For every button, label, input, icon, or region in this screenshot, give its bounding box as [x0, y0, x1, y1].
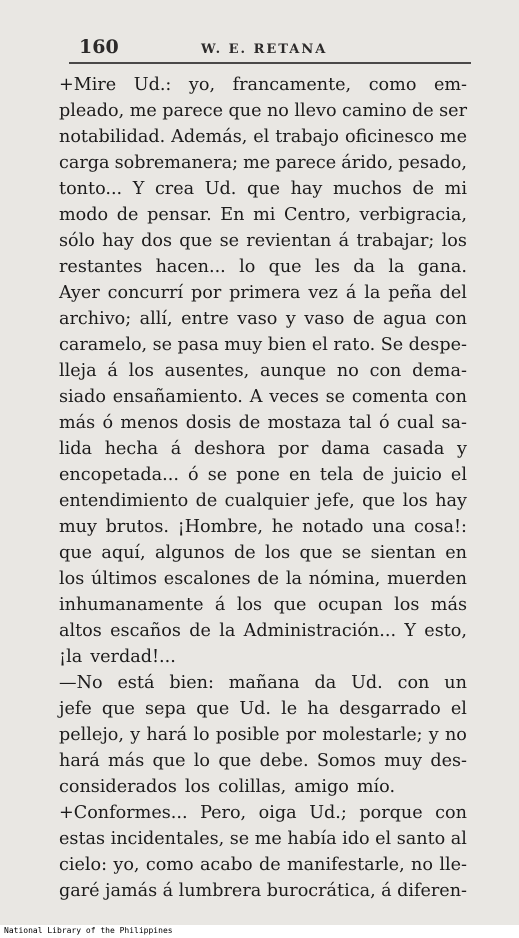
word: se [152, 335, 173, 355]
word: en [445, 543, 467, 563]
text-line [59, 748, 467, 774]
word: crea [154, 179, 195, 199]
word: ó [102, 413, 114, 433]
word: se [341, 543, 362, 563]
header-rule [69, 62, 471, 64]
word: mi [444, 179, 467, 199]
word: lida [59, 439, 93, 459]
word: francamente, [232, 75, 352, 95]
word: Ud.; [309, 803, 347, 823]
text-line [59, 670, 467, 696]
word: diferen- [397, 881, 467, 901]
word: verbigracia, [359, 205, 467, 225]
word: revientan [246, 231, 332, 251]
word: yo, [188, 75, 216, 95]
word: Somos [316, 751, 376, 771]
word: posible [215, 725, 280, 745]
word: Ud. [204, 179, 237, 199]
word: hacen... [155, 257, 226, 277]
word: Se [380, 335, 404, 355]
word: de [412, 101, 434, 121]
word: de [116, 205, 139, 225]
word: que [196, 699, 230, 719]
word: me [439, 127, 467, 147]
word: Y [404, 621, 416, 641]
word: ser [439, 101, 467, 121]
word: encopetada... [59, 465, 179, 485]
word: que [152, 751, 186, 771]
text-line [59, 566, 467, 592]
word: el [450, 465, 467, 485]
page-header [56, 30, 471, 64]
word: lumbrera [178, 881, 262, 901]
word: siado [59, 387, 106, 407]
word: da [353, 257, 376, 277]
word: de [233, 543, 256, 563]
word: Administración... [243, 621, 397, 641]
text-line [59, 618, 467, 644]
word: cualquier [224, 491, 309, 511]
word: se [325, 387, 346, 407]
word: des- [430, 751, 467, 771]
word: cosa!: [414, 517, 467, 537]
word: los [236, 595, 263, 615]
word: con [435, 803, 467, 823]
word: algunos [154, 543, 225, 563]
word: que [246, 179, 280, 199]
text-line [59, 462, 467, 488]
word: jamás [105, 881, 158, 901]
word: mi [253, 205, 276, 225]
word: casada [382, 439, 445, 459]
word: me [129, 101, 157, 121]
word: acabo [199, 855, 253, 875]
word: llevo [294, 101, 337, 121]
word: gana. [417, 257, 467, 277]
word: los [264, 543, 291, 563]
word: hará [146, 725, 188, 745]
word: verdad!... [90, 647, 176, 667]
word: dosis [185, 413, 232, 433]
word: más [108, 751, 145, 771]
word: muy [384, 751, 423, 771]
word: yo, [113, 855, 140, 875]
word: hecha [104, 439, 159, 459]
word: había [287, 829, 337, 849]
word: me [243, 153, 271, 173]
word: bien [267, 335, 307, 355]
word: ó [378, 413, 390, 433]
word: que [268, 257, 302, 277]
word: aunque [260, 361, 327, 381]
word: dos [141, 231, 173, 251]
word: ocupan [317, 595, 383, 615]
word: hay [290, 179, 323, 199]
word: da [314, 673, 337, 693]
text-line [59, 280, 467, 306]
word: porque [359, 803, 423, 823]
word: Ud.: [133, 75, 172, 95]
word: mío. [356, 777, 396, 797]
word: los [184, 777, 211, 797]
word: por [190, 283, 222, 303]
word: por [278, 439, 309, 459]
word: notabilidad. [59, 127, 166, 147]
word: de [195, 491, 218, 511]
text-line [59, 72, 467, 98]
word: caramelo, [59, 335, 148, 355]
text-line [59, 592, 467, 618]
word: burocrática, [266, 881, 376, 901]
word: cielo: [59, 855, 108, 875]
word: al [450, 829, 467, 849]
word: se [207, 465, 228, 485]
word: el [450, 699, 467, 719]
word: +Conformes... [59, 803, 188, 823]
word: pensar. [147, 205, 212, 225]
word: más [59, 413, 96, 433]
word: hay [102, 231, 134, 251]
word: modo [59, 205, 109, 225]
word: ausentes, [164, 361, 250, 381]
word: á [170, 439, 182, 459]
word: no [266, 101, 289, 121]
word: que [299, 543, 333, 563]
word: lo [193, 751, 211, 771]
word: hará [59, 751, 100, 771]
word: de [352, 309, 375, 329]
word: muerden [387, 569, 467, 589]
word: vez [308, 283, 338, 303]
text-line [59, 254, 467, 280]
word: mañana [228, 673, 300, 693]
word: pellejo, [59, 725, 124, 745]
word: sientan [370, 543, 436, 563]
text-line [59, 176, 467, 202]
word: molestarle; [322, 725, 423, 745]
footer-credit: National Library of the Philippines [4, 926, 173, 935]
word: lo [193, 725, 210, 745]
word: oiga [258, 803, 297, 823]
word: menos [120, 413, 179, 433]
text-line [59, 306, 467, 332]
word: considerados [59, 777, 177, 797]
word: incidentales, [110, 829, 225, 849]
word: como [368, 75, 417, 95]
word: á [107, 361, 118, 381]
word: esto, [424, 621, 467, 641]
word: ¡la [59, 647, 83, 667]
word: con [397, 673, 430, 693]
text-line [59, 228, 467, 254]
word: está [117, 673, 155, 693]
word: muy [224, 335, 263, 355]
word: á [345, 283, 357, 303]
word: Y [132, 179, 145, 199]
word: primera [229, 283, 301, 303]
text-line [59, 514, 467, 540]
word: juicio [393, 465, 442, 485]
word: de [412, 179, 435, 199]
word: pesado, [398, 153, 467, 173]
word: archivo; [59, 309, 132, 329]
word: trabajo [275, 127, 340, 147]
word: del [439, 283, 467, 303]
word: altos [59, 621, 102, 641]
word: A [249, 387, 263, 407]
word: veces [269, 387, 319, 407]
word: nómina, [308, 569, 381, 589]
word: ensañamiento. [112, 387, 243, 407]
word: estas [59, 829, 106, 849]
word: los [394, 595, 420, 615]
word: ¡Hombre, [177, 517, 264, 537]
word: vaso [237, 309, 278, 329]
word: parece [275, 153, 337, 173]
running-head: W. E. RETANA [201, 42, 328, 57]
word: que [101, 699, 135, 719]
word: peña [388, 283, 432, 303]
word: comenta [351, 387, 429, 407]
word: sepa [144, 699, 187, 719]
word: de [238, 413, 261, 433]
word: entendimiento [59, 491, 189, 511]
word: que [59, 543, 93, 563]
word: ó [188, 465, 199, 485]
word: una [372, 517, 406, 537]
word: los [402, 491, 428, 511]
word: más [430, 595, 467, 615]
word: la [364, 283, 381, 303]
word: y [130, 725, 141, 745]
word: Pero, [200, 803, 247, 823]
text-line [59, 696, 467, 722]
word: amigo [294, 777, 349, 797]
text-line [59, 852, 467, 878]
word: no [336, 361, 359, 381]
text-line [59, 488, 467, 514]
word: parece [162, 101, 224, 121]
word: tela [319, 465, 354, 485]
text-line [59, 644, 467, 670]
word: ha [307, 699, 330, 719]
text-line [59, 800, 467, 826]
word: de [189, 621, 211, 641]
word: carga [59, 153, 110, 173]
word: pasa [177, 335, 219, 355]
word: ido [342, 829, 370, 849]
word: en [288, 465, 311, 485]
text-line [59, 332, 467, 358]
word: se [229, 829, 250, 849]
word: de [258, 855, 281, 875]
word: últimos [91, 569, 157, 589]
word: colillas, [218, 777, 287, 797]
text-line [59, 774, 467, 800]
word: como [145, 855, 194, 875]
word: sólo [59, 231, 95, 251]
word: hay [435, 491, 467, 511]
word: dama [321, 439, 371, 459]
word: muchos [332, 179, 402, 199]
text-line [59, 384, 467, 410]
word: allí, [139, 309, 173, 329]
word: notado [302, 517, 364, 537]
word: á [338, 231, 350, 251]
word: entre [181, 309, 229, 329]
text-line [59, 98, 467, 124]
word: oficinesco [344, 127, 434, 147]
word: que [179, 231, 213, 251]
text-line [59, 436, 467, 462]
word: me [254, 829, 282, 849]
word: la [285, 569, 302, 589]
word: de [362, 465, 385, 485]
word: pleado, [59, 101, 125, 121]
word: la [219, 621, 236, 641]
word: el [375, 829, 392, 849]
word: despe- [408, 335, 467, 355]
word: Centro, [284, 205, 351, 225]
word: escaños [110, 621, 181, 641]
footer-bar [0, 925, 519, 938]
word: muy [59, 517, 97, 537]
page-number: 160 [79, 36, 119, 58]
word: lo [239, 257, 256, 277]
word: desgarrado [339, 699, 441, 719]
text-line [59, 410, 467, 436]
word: la [388, 257, 405, 277]
text-line [59, 722, 467, 748]
word: —No [59, 673, 103, 693]
text-line [59, 826, 467, 852]
word: árido, [341, 153, 394, 173]
word: agua [383, 309, 427, 329]
word: le [281, 699, 298, 719]
word: un [444, 673, 467, 693]
word: Además, [171, 127, 248, 147]
word: los [128, 361, 154, 381]
word: inhumanamente [59, 595, 204, 615]
word: que [228, 101, 262, 121]
text-line [59, 150, 467, 176]
word: aquí, [101, 543, 146, 563]
word: restantes [59, 257, 143, 277]
word: lle- [439, 855, 467, 875]
word: no [444, 725, 467, 745]
word: brutos. [105, 517, 169, 537]
word: Ud. [351, 673, 383, 693]
word: con [369, 361, 402, 381]
word: á [381, 881, 392, 901]
word: y [285, 309, 296, 329]
word: les [314, 257, 340, 277]
word: cual [396, 413, 435, 433]
word: pone [236, 465, 280, 485]
word: á [162, 881, 174, 901]
word: Ud. [239, 699, 272, 719]
word: camino [341, 101, 407, 121]
word: debe. [259, 751, 309, 771]
word: concurrí [107, 283, 184, 303]
word: he [271, 517, 294, 537]
word: trabajar; [356, 231, 435, 251]
word: vaso [304, 309, 345, 329]
word: tal [348, 413, 372, 433]
word: tonto... [59, 179, 123, 199]
word: el [253, 127, 270, 147]
text-line [59, 878, 467, 904]
word: santo [396, 829, 446, 849]
word: deshora [193, 439, 266, 459]
text-line [59, 202, 467, 228]
word: con [435, 387, 467, 407]
word: En [220, 205, 245, 225]
word: manifestarle, [287, 855, 405, 875]
word: el [311, 335, 328, 355]
word: los [441, 231, 467, 251]
word: no [411, 855, 433, 875]
word: y [457, 439, 467, 459]
word: em- [433, 75, 467, 95]
word: sobremanera; [114, 153, 239, 173]
word: los [59, 569, 85, 589]
body-text [59, 72, 467, 904]
word: lleja [59, 361, 97, 381]
text-line [59, 540, 467, 566]
word: mostaza [267, 413, 342, 433]
word: jefe, [316, 491, 355, 511]
text-line [59, 124, 467, 150]
word: á [214, 595, 226, 615]
word: +Mire [59, 75, 117, 95]
word: con [435, 309, 467, 329]
word: garé [59, 881, 100, 901]
word: rato. [333, 335, 376, 355]
word: que [218, 751, 252, 771]
word: bien: [169, 673, 214, 693]
word: de [257, 569, 280, 589]
word: Ayer [59, 283, 100, 303]
word: por [285, 725, 317, 745]
word: escalones [163, 569, 251, 589]
word: que [362, 491, 396, 511]
word: jefe [59, 699, 92, 719]
text-line [59, 358, 467, 384]
word: dema- [412, 361, 467, 381]
word: se [219, 231, 240, 251]
word: sa- [441, 413, 467, 433]
word: y [428, 725, 439, 745]
word: que [273, 595, 307, 615]
